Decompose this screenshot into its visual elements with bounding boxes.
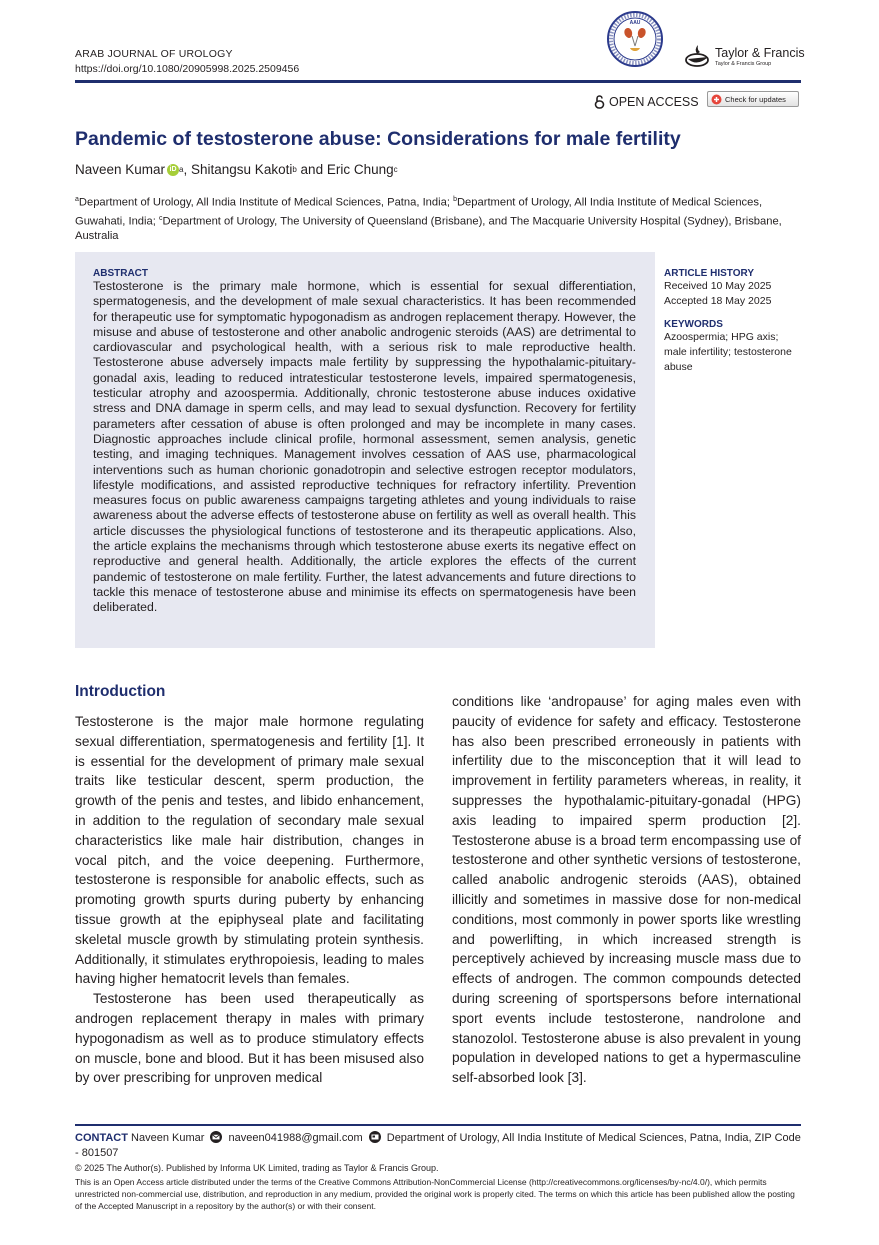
author-list <box>75 162 398 177</box>
journal-name: ARAB JOURNAL OF UROLOGY <box>75 48 233 60</box>
left-column <box>75 712 424 1088</box>
author-affiliation-sup: c <box>393 165 398 174</box>
keywords-block <box>664 319 804 375</box>
email-icon <box>209 1131 223 1143</box>
license-text: This is an Open Access article distributed under the terms of the Creative Commons Attribution-NonCommercial License (http://creativecommons.org/licenses/by-nc/4.0/), which permits unrestricted non-commercial use, distribution, and reproduction in any medium, provided the original work is properly cited. The terms on which this article has been published allow the posting of the Accepted Manuscript in a repository by the author(s) or with their consent. <box>75 1177 795 1211</box>
open-access-badge <box>594 95 699 109</box>
keywords-heading: KEYWORDS <box>664 319 723 330</box>
section-heading: Introduction <box>75 683 166 700</box>
contact-address: Department of Urology, All India Institute of Medical Sciences, Patna, India, ZIP Code - 801507 <box>75 1132 801 1159</box>
abstract-text: Testosterone is the primary male hormone, which is essential for sexual differentiation, spermatogenesis, and the development of male sexual characteristics. It has been recommended for therapeutic use for symptomatic hypogonadism as androgen replacement therapy. However, the misuse and abuse of testosterone and other anabolic androgenic steroids (AAS) are detrimental to cardiovascular and psychological health, with a serious risk to male reproductive health. Testosterone abuse adversely impacts male fertility by suppressing the hypothalamic-pituitary-gonadal axis, leading to reduced intratesticular testosterone levels, impaired spermatogenesis, testicular atrophy and azoospermia. Additionally, chronic testosterone abuse induces oxidative stress and DNA damage in sperm cells, and may lead to sexual dysfunction. Recovery for fertility parameters after cessation of abuse is often prolonged and may be incomplete in many cases. Diagnostic approaches include clinical profile, hormonal assessment, semen analysis, genetic testing, and imaging techniques. Management involves cessation of AAS use, pharmacological interventions such as human chorionic gonadotropin and selective estrogen receptor modulators, lifestyle modifications, and assisted reproductive techniques for refractory infertility. Prevention measures focus on public awareness campaigns targeting athletes and young individuals to raise awareness about the adverse effects of testosterone abuse on fertility as well as overall health. This article discusses the physiological functions of testosterone and its therapeutic applications. Also, the article explains the mechanisms through which testosterone abuse exerts its negative effect on reproductive and general health. Additionally, the article explores the effects of the current pandemic of testosterone on male fertility. Further, the latest advancements and future directions to tackle this menace of testosterone abuse and minimise its effects on spermatogenesis have been deliberated. <box>93 279 636 615</box>
affiliation-b-sup: b <box>453 196 457 203</box>
author-name[interactable]: Naveen Kumar <box>75 162 166 177</box>
keywords-text: Azoospermia; HPG axis; male infertility; testosterone abuse <box>664 331 792 373</box>
doi-link[interactable]: https://doi.org/10.1080/20905998.2025.2509456 <box>75 63 300 75</box>
open-access-label: OPEN ACCESS <box>609 95 699 109</box>
author-affiliation-sup: a <box>179 165 184 174</box>
contact-block <box>75 1131 801 1160</box>
author-separator: , <box>183 162 192 177</box>
received-date: Received 10 May 2025 <box>664 280 772 292</box>
publisher-logo <box>684 43 804 73</box>
history-heading: ARTICLE HISTORY <box>664 268 755 279</box>
affiliation-c-sup: c <box>158 214 163 222</box>
publisher-group: Taylor & Francis Group <box>715 61 772 67</box>
abstract-heading: ABSTRACT <box>93 268 148 279</box>
contact-email[interactable]: naveen041988@gmail.com <box>228 1132 363 1144</box>
accepted-date: Accepted 18 May 2025 <box>664 295 772 307</box>
right-column <box>452 692 801 1088</box>
author-separator: and <box>296 162 327 177</box>
article-title: Pandemic of testosterone abuse: Considerations for male fertility <box>75 128 681 150</box>
orcid-icon[interactable]: iD <box>167 164 179 176</box>
affiliations <box>75 192 801 244</box>
crossmark-icon <box>711 94 722 105</box>
copyright: © 2025 The Author(s). Published by Informa UK Limited, trading as Taylor & Francis Group. <box>75 1163 439 1173</box>
address-icon <box>368 1131 382 1143</box>
author-affiliation-sup: b <box>292 165 297 174</box>
paragraph: Testosterone has been used therapeutically as androgen replacement therapy in males with primary hypogonadism as well as to produce stimulatory effects on muscle, bone and blood. But it has been misused also by over prescribing for unproven medical <box>75 991 424 1086</box>
author-name[interactable]: Eric Chung <box>326 162 394 177</box>
journal-seal-logo <box>606 10 664 68</box>
paragraph: Testosterone is the major male hormone regulating sexual differentiation, spermatogenesis and fertility [1]. It is essential for the development of primary male sexual traits like testicular descent, sperm production, the growth of the penis and testes, and libido enhancement, in addition to the regulation of secondary male sexual characteristics like male hair distribution, changes in vocal pitch, and the voice deepening. Furthermore, testosterone is responsible for anabolic effects, such as promoting growth spurts during puberty by enhancing tissue growth at the epiphyseal plate and facilitating skeletal muscle growth by stimulating protein synthesis. Additionally, it stimulates erythropoiesis, leading to males having higher hematocrit levels than females. <box>75 714 424 987</box>
header-rule <box>75 80 801 83</box>
affiliation-a-sup: a <box>75 196 79 203</box>
seal-text: AAU <box>629 20 641 26</box>
check-updates-button[interactable] <box>707 91 799 107</box>
affiliation-a: Department of Urology, All India Institute of Medical Sciences, Patna, India; <box>78 196 454 209</box>
footer-rule <box>75 1124 801 1126</box>
author-name[interactable]: Shitangsu Kakoti <box>191 162 293 177</box>
contact-label: CONTACT <box>75 1132 128 1144</box>
open-lock-icon <box>594 95 605 109</box>
check-updates-label: Check for updates <box>725 94 786 104</box>
affiliation-c: Department of Urology, The University of Queensland (Brisbane), and The Macquarie University Hospital (Sydney), Brisbane, Australia <box>75 215 782 243</box>
oil-lamp-icon <box>684 43 712 69</box>
publisher-name: Taylor & Francis <box>715 46 805 60</box>
paragraph: conditions like ‘andropause’ for aging males even with paucity of evidence for safety and efficacy. Testosterone has also been prescribed erroneously in patients with infertility due to the misconception that it will lead to improvement in fertility parameters whereas, in reality, it suppresses the hypothalamic-pituitary-gonadal (HPG) axis leading to impaired sperm production [2]. Testosterone abuse is a broad term encompassing use of testosterone and other synthetic versions of testosterone, called anabolic androgenic steroids (AAS), obtained illicitly and sometimes in massive dose for non-medical conditions, most commonly in power sports like wrestling and powerlifting, in which increased strength is perceptively achieved by increasing muscle mass due to effects of androgen. The common compounds detected during screening of sportspersons before international sport events include testosterone, nandrolone and stanozolol. Testosterone abuse is also prevalent in young population in developed nations to get a hypermasculine self-absorbed look [3]. <box>452 694 801 1086</box>
article-history <box>664 268 804 309</box>
affiliation-b: Department of Urology, All India Institute of Medical Sciences, Guwahati, India; <box>75 196 763 228</box>
contact-name: Naveen Kumar <box>131 1132 205 1144</box>
